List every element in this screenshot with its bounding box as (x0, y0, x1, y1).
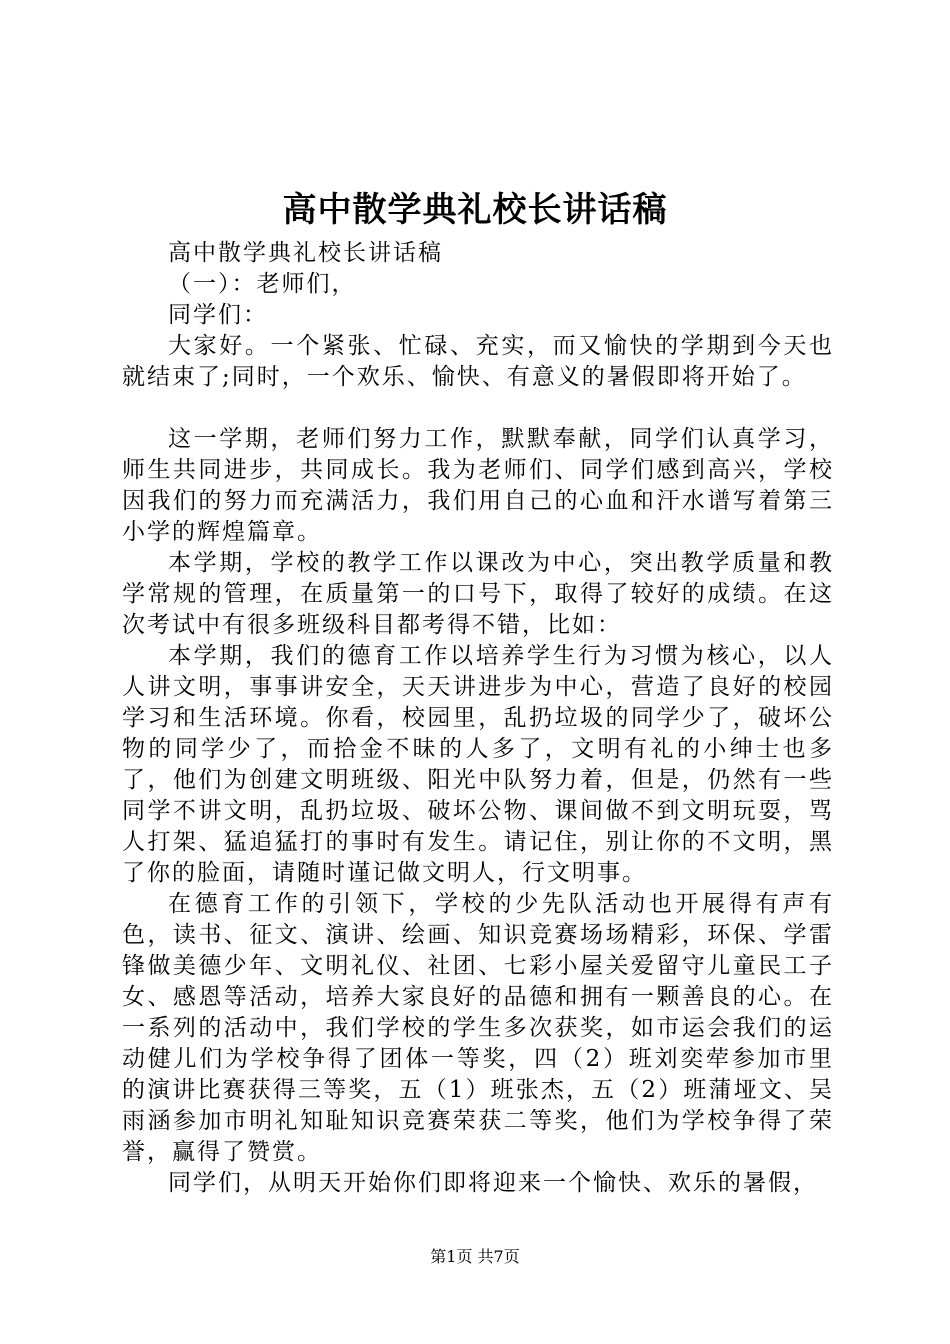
paragraph-semester-review: 这一学期，老师们努力工作，默默奉献，同学们认真学习，师生共同进步，共同成长。我为老师们、同学们感到高兴，学校因我们的努力而充满活力，我们用自己的心血和汗水谱写着第三小学的辉煌篇章。 (122, 426, 834, 545)
paragraph-subtitle: 高中散学典礼校长讲话稿 (168, 240, 443, 266)
paragraph-teaching-work: 本学期，学校的教学工作以课改为中心，突出教学质量和教学常规的管理，在质量第一的口号下，取得了较好的成绩。在这次考试中有很多班级科目都考得不错，比如： (122, 550, 834, 638)
paragraph-opening: 大家好。一个紧张、忙碌、充实，而又愉快的学期到今天也就结束了;同时，一个欢乐、愉快、有意义的暑假即将开始了。 (122, 333, 834, 390)
document-body (122, 238, 834, 1199)
paragraph-moral-education: 本学期，我们的德育工作以培养学生行为习惯为核心，以人人讲文明，事事讲安全，天天讲进步为中心，营造了良好的校园学习和生活环境。你看，校园里，乱扔垃圾的同学少了，破坏公物的同学少了，而拾金不昧的人多了，文明有礼的小绅士也多了，他们为创建文明班级、阳光中队努力着，但是，仍然有一些同学不讲文明，乱扔垃圾、破坏公物、课间做不到文明玩耍，骂人打架、猛追猛打的事时有发生。请记住，别让你的不文明，黑了你的脸面，请随时谨记做文明人，行文明事。 (122, 643, 834, 886)
page-footer: 第1页 共7页 (430, 1247, 520, 1266)
paragraph-summer: 同学们，从明天开始你们即将迎来一个愉快、欢乐的暑假， (168, 1170, 818, 1196)
paragraph-activities: 在德育工作的引领下，学校的少先队活动也开展得有声有色，读书、征文、演讲、绘画、知识竞赛场场精彩，环保、学雷锋做美德少年、文明礼仪、社团、七彩小屋关爱留守儿童民工子女、感恩等活动，培养大家良好的品德和拥有一颗善良的心。在一系列的活动中，我们学校的学生多次获奖，如市运会我们的运动健儿们为学校争得了团体一等奖，四（2）班刘奕荦参加市里的演讲比赛获得三等奖，五（1）班张杰，五（2）班蒲垭文、吴雨涵参加市明礼知耻知识竞赛荣获二等奖，他们为学校争得了荣誉，赢得了赞赏。 (122, 891, 834, 1165)
paragraph-greeting-teachers: （一）：老师们， (168, 271, 357, 297)
page-title: 高中散学典礼校长讲话稿 (282, 190, 668, 230)
paragraph-greeting-students: 同学们： (168, 302, 268, 328)
